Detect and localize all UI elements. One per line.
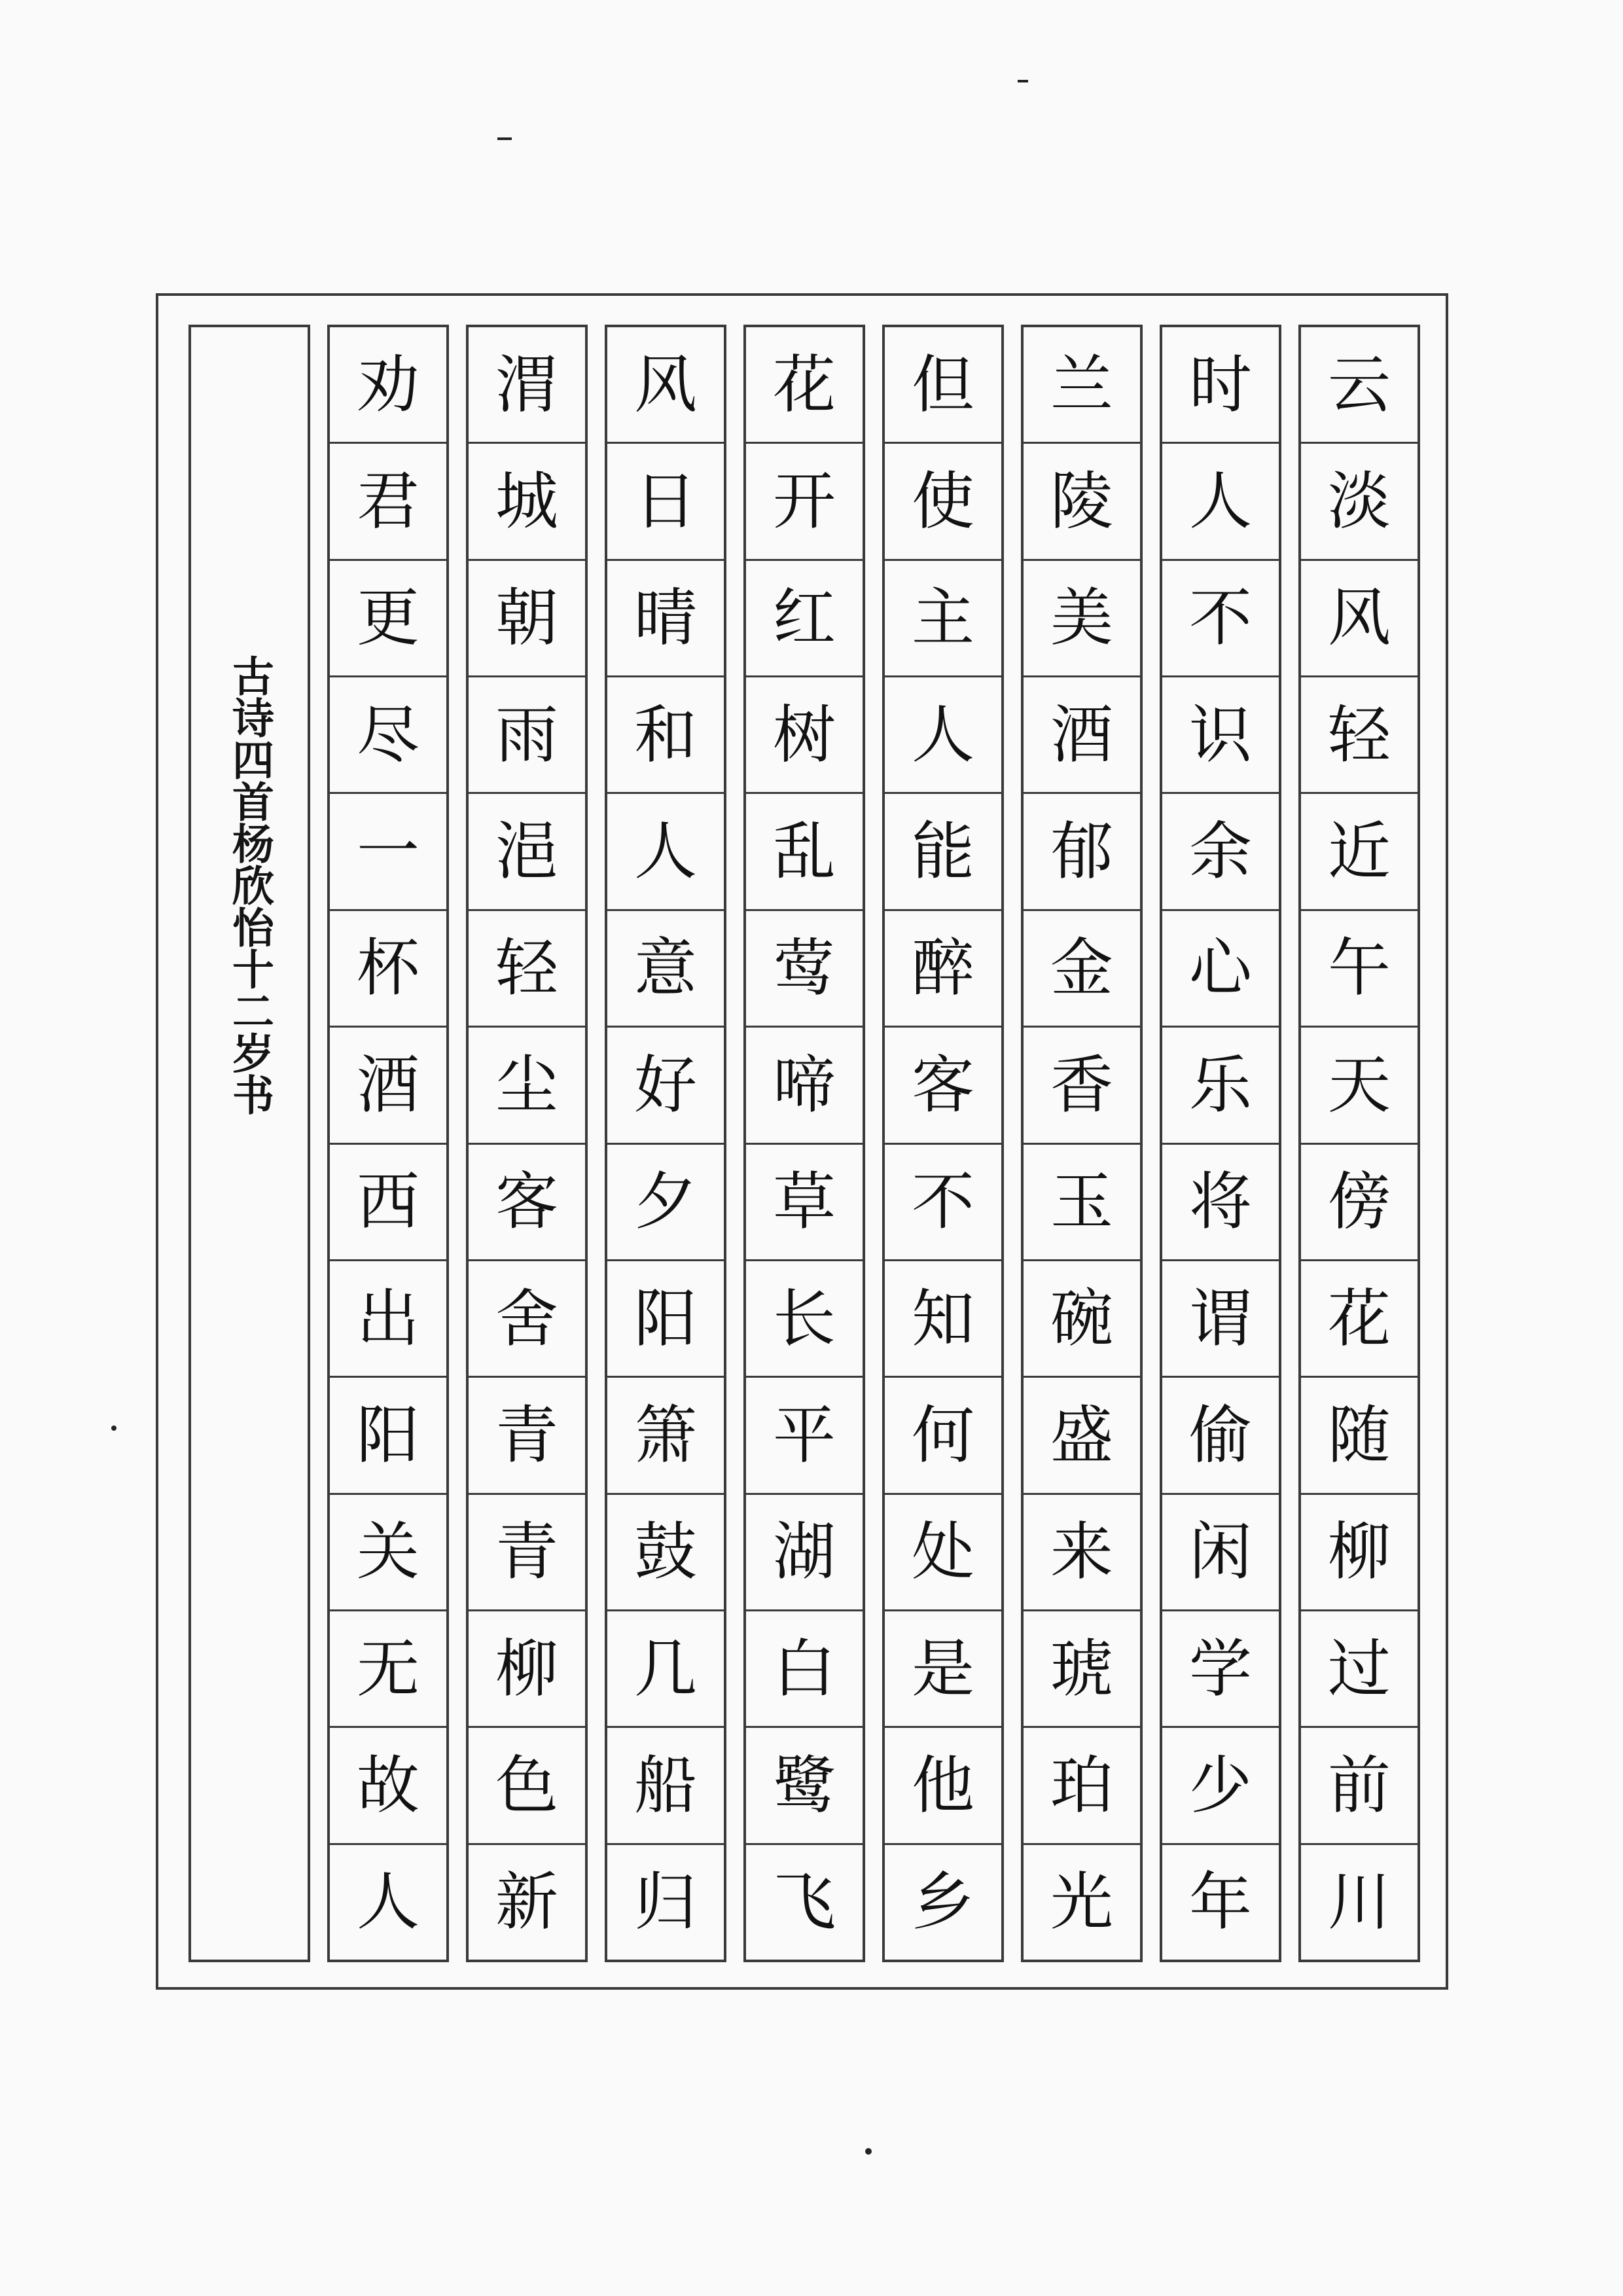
stray-mark [497,137,512,140]
character-cell: 乐 [1162,1028,1279,1144]
character-cell: 使 [885,444,1001,560]
character-cell: 柳 [469,1611,585,1728]
character-cell: 风 [607,327,724,444]
character-cell: 故 [330,1728,446,1844]
character-cell: 草 [746,1145,863,1261]
character-cell: 青 [469,1378,585,1494]
character-cell: 鹭 [746,1728,863,1844]
character-cell: 君 [330,444,446,560]
character-cell: 珀 [1024,1728,1140,1844]
character-cell: 夕 [607,1145,724,1261]
character-cell: 谓 [1162,1261,1279,1378]
character-cell: 能 [885,794,1001,910]
character-cell: 人 [607,794,724,910]
character-cell: 少 [1162,1728,1279,1844]
character-cell: 人 [885,677,1001,794]
poem-column [1160,325,1281,1962]
character-cell: 金 [1024,911,1140,1028]
character-cell: 渭 [469,327,585,444]
character-cell: 川 [1328,1865,1391,1939]
character-cell: 好 [607,1028,724,1144]
signature-column [188,325,310,1962]
character-cell: 归 [634,1865,697,1939]
stray-mark [1018,80,1028,82]
character-cell: 阳 [330,1378,446,1494]
character-cell: 云 [1301,327,1418,444]
character-cell: 城 [469,444,585,560]
poem-column [1021,325,1143,1962]
calligraphy-grid-frame [156,293,1448,1990]
character-cell: 前 [1301,1728,1418,1844]
character-cell: 余 [1162,794,1279,910]
character-cell: 阳 [607,1261,724,1378]
character-cell: 偷 [1162,1378,1279,1494]
character-cell: 心 [1162,911,1279,1028]
character-cell: 开 [746,444,863,560]
character-cell: 来 [1024,1495,1140,1611]
character-cell: 学 [1162,1611,1279,1728]
poem-column [466,325,588,1962]
character-cell: 琥 [1024,1611,1140,1728]
character-cell: 出 [330,1261,446,1378]
character-cell: 青 [469,1495,585,1611]
character-cell: 箫 [607,1378,724,1494]
character-cell: 酒 [1024,677,1140,794]
character-cell: 鼓 [607,1495,724,1611]
character-cell: 但 [885,327,1001,444]
character-cell: 长 [746,1261,863,1378]
stray-mark [865,2148,872,2155]
character-cell: 日 [607,444,724,560]
character-cell: 树 [746,677,863,794]
character-cell: 风 [1301,561,1418,677]
character-cell: 客 [469,1145,585,1261]
character-cell: 新 [495,1865,558,1939]
character-cell: 年 [1189,1865,1252,1939]
character-cell: 杯 [330,911,446,1028]
character-cell: 光 [1050,1865,1113,1939]
character-cell: 客 [885,1028,1001,1144]
character-cell: 不 [1162,561,1279,677]
character-cell: 香 [1024,1028,1140,1144]
character-cell: 尽 [330,677,446,794]
character-cell: 白 [746,1611,863,1728]
character-cell: 是 [885,1611,1001,1728]
character-cell: 闲 [1162,1495,1279,1611]
character-cell: 随 [1301,1378,1418,1494]
character-cell: 西 [330,1145,446,1261]
character-cell: 盛 [1024,1378,1140,1494]
character-cell: 郁 [1024,794,1140,910]
character-cell: 醉 [885,911,1001,1028]
character-cell: 红 [746,561,863,677]
character-cell: 近 [1301,794,1418,910]
character-cell: 花 [1301,1261,1418,1378]
character-cell: 将 [1162,1145,1279,1261]
character-cell: 关 [330,1495,446,1611]
character-cell: 轻 [469,911,585,1028]
character-cell: 雨 [469,677,585,794]
character-cell: 何 [885,1378,1001,1494]
character-cell: 船 [607,1728,724,1844]
character-cell: 人 [1162,444,1279,560]
character-cell: 陵 [1024,444,1140,560]
character-cell: 晴 [607,561,724,677]
character-cell: 傍 [1301,1145,1418,1261]
character-cell: 美 [1024,561,1140,677]
character-cell: 莺 [746,911,863,1028]
character-cell: 不 [885,1145,1001,1261]
character-cell: 平 [746,1378,863,1494]
character-cell: 乱 [746,794,863,910]
poem-column [882,325,1004,1962]
character-cell: 知 [885,1261,1001,1378]
poem-column [743,325,865,1962]
poem-column [1298,325,1420,1962]
character-cell: 湖 [746,1495,863,1611]
character-cell: 更 [330,561,446,677]
character-cell: 舍 [469,1261,585,1378]
character-cell: 啼 [746,1028,863,1144]
character-cell: 他 [885,1728,1001,1844]
character-cell: 色 [469,1728,585,1844]
character-cell: 尘 [469,1028,585,1144]
character-cell: 乡 [912,1865,974,1939]
character-cell: 酒 [330,1028,446,1144]
character-cell: 轻 [1301,677,1418,794]
character-cell: 柳 [1301,1495,1418,1611]
character-cell: 识 [1162,677,1279,794]
character-cell: 无 [330,1611,446,1728]
character-cell: 天 [1301,1028,1418,1144]
signature-text: 古诗四首杨欣怡十二岁书 [225,655,274,1115]
character-cell: 碗 [1024,1261,1140,1378]
character-cell: 午 [1301,911,1418,1028]
poem-column [327,325,449,1962]
character-cell: 玉 [1024,1145,1140,1261]
character-cell: 劝 [330,327,446,444]
character-cell: 浥 [469,794,585,910]
character-cell: 兰 [1024,327,1140,444]
character-cell: 一 [330,794,446,910]
character-cell: 过 [1301,1611,1418,1728]
character-cell: 几 [607,1611,724,1728]
stray-mark [111,1426,116,1431]
character-cell: 淡 [1301,444,1418,560]
character-cell: 飞 [773,1865,836,1939]
character-cell: 人 [357,1865,419,1939]
character-cell: 花 [746,327,863,444]
character-cell: 处 [885,1495,1001,1611]
character-cell: 时 [1162,327,1279,444]
poem-column [605,325,726,1962]
character-cell: 主 [885,561,1001,677]
character-cell: 朝 [469,561,585,677]
character-cell: 意 [607,911,724,1028]
character-cell: 和 [607,677,724,794]
